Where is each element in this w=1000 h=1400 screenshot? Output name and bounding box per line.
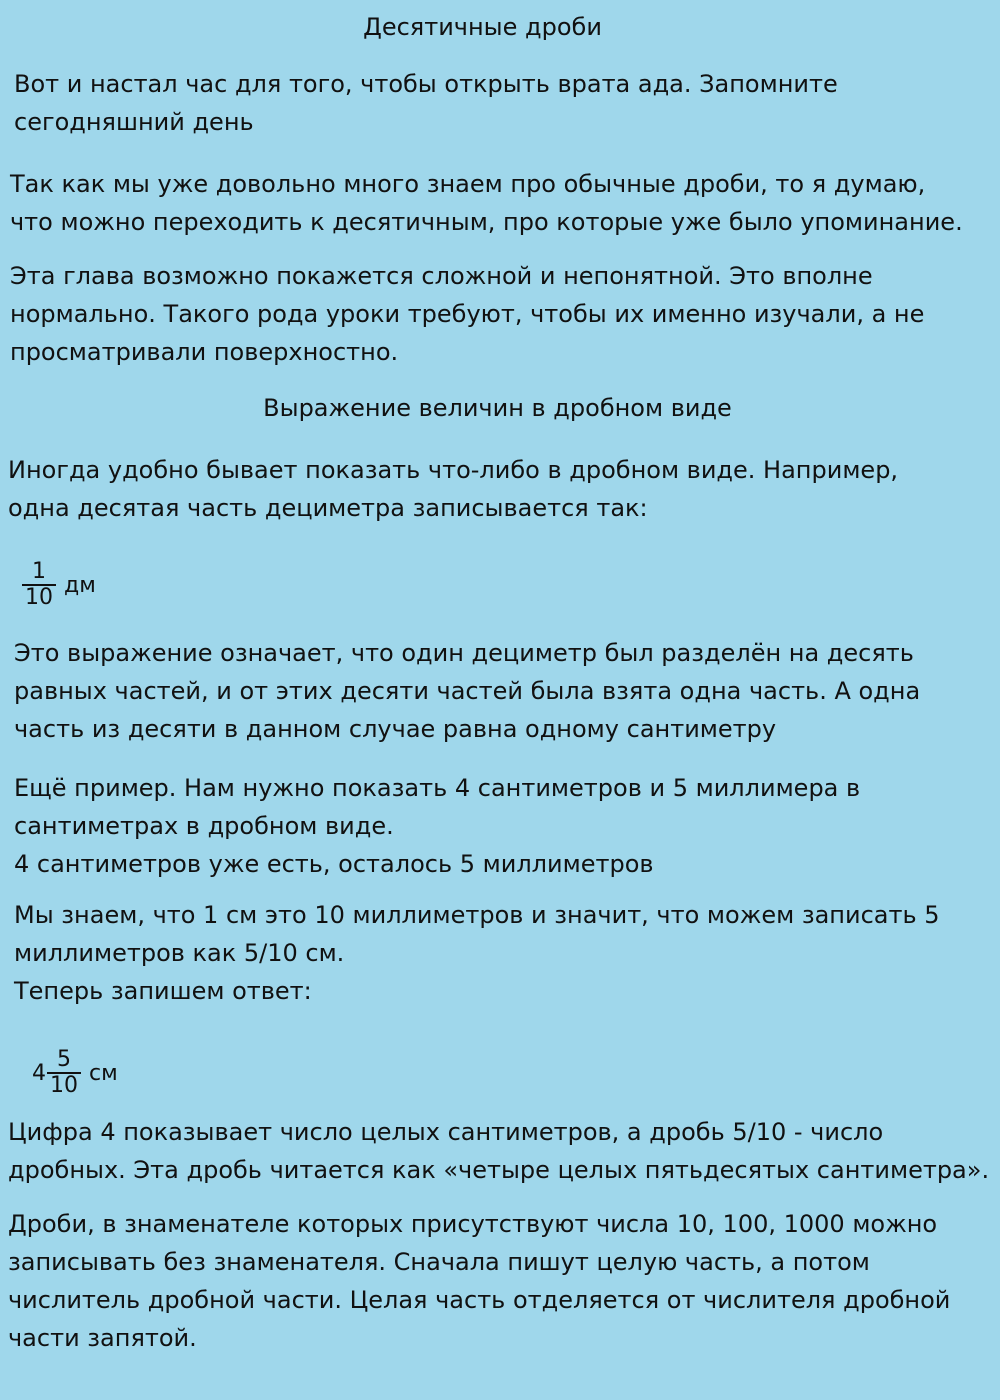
section-subtitle: Выражение величин в дробном виде [263,394,732,422]
text-line: Эта глава возможно покажется сложной и непонятной. Это вполне [10,262,873,290]
fraction-denominator: 10 [47,1072,81,1098]
text-line: Иногда удобно бывает показать что-либо в дробном виде. Например, [8,456,899,484]
fraction-unit: дм [64,572,96,598]
fraction-numerator: 5 [57,1047,71,1072]
text-line: 4 сантиметров уже есть, осталось 5 миллиметров [14,850,654,878]
paragraph-reading [8,1113,989,1189]
paragraph-transition [10,165,963,241]
fraction-unit: см [89,1060,118,1086]
text-line: Ещё пример. Нам нужно показать 4 сантиметров и 5 миллимера в [14,774,861,802]
paragraph-example-intro [8,451,898,527]
text-line: Цифра 4 показывает число целых сантиметров, а дробь 5/10 - число [8,1118,884,1146]
text-line: сегодняшний день [14,108,254,136]
fraction-denominator: 10 [22,584,56,610]
text-line: Теперь запишем ответ: [14,977,312,1005]
paragraph-intro [14,65,838,141]
paragraph-millimeters [14,896,940,1010]
text-line: нормально. Такого рода уроки требуют, чтобы их именно изучали, а не [10,300,925,328]
text-line: части запятой. [8,1324,197,1352]
text-line: миллиметров как 5/10 см. [14,939,345,967]
text-line: Так как мы уже довольно много знаем про обычные дроби, то я думаю, [10,170,926,198]
paragraph-decimal-rule [8,1205,950,1357]
text-line: Дроби, в знаменателе которых присутствуют числа 10, 100, 1000 можно [8,1210,938,1238]
text-line: Это выражение означает, что один дециметр был разделён на десять [14,639,914,667]
fraction [22,560,56,610]
paragraph-second-example [14,769,860,883]
fraction [47,1048,81,1098]
text-line: сантиметрах в дробном виде. [14,812,394,840]
text-line: Мы знаем, что 1 см это 10 миллиметров и значит, что можем записать 5 [14,901,940,929]
fraction-numerator: 1 [32,559,46,584]
paragraph-difficulty [10,257,924,371]
text-line: Вот и настал час для того, чтобы открыть врата ада. Запомните [14,70,838,98]
text-line: что можно переходить к десятичным, про которые уже было упоминание. [10,208,963,236]
text-line: дробных. Эта дробь читается как «четыре целых пятьдесятых сантиметра». [8,1156,990,1184]
text-line: записывать без знаменателя. Сначала пишут целую часть, а потом [8,1248,870,1276]
text-line: просматривали поверхностно. [10,338,399,366]
paragraph-explanation [14,634,920,748]
text-line: равных частей, и от этих десяти частей была взята одна часть. А одна [14,677,921,705]
mixed-number-whole: 4 [32,1060,46,1086]
text-line: часть из десяти в данном случае равна одному сантиметру [14,715,777,743]
text-line: числитель дробной части. Целая часть отделяется от числителя дробной [8,1286,951,1314]
mixed-fraction-4-5-10-cm [32,1048,118,1098]
page-title: Десятичные дроби [363,13,602,41]
text-line: одна десятая часть дециметра записывается так: [8,494,648,522]
fraction-one-tenth-dm [22,560,96,610]
